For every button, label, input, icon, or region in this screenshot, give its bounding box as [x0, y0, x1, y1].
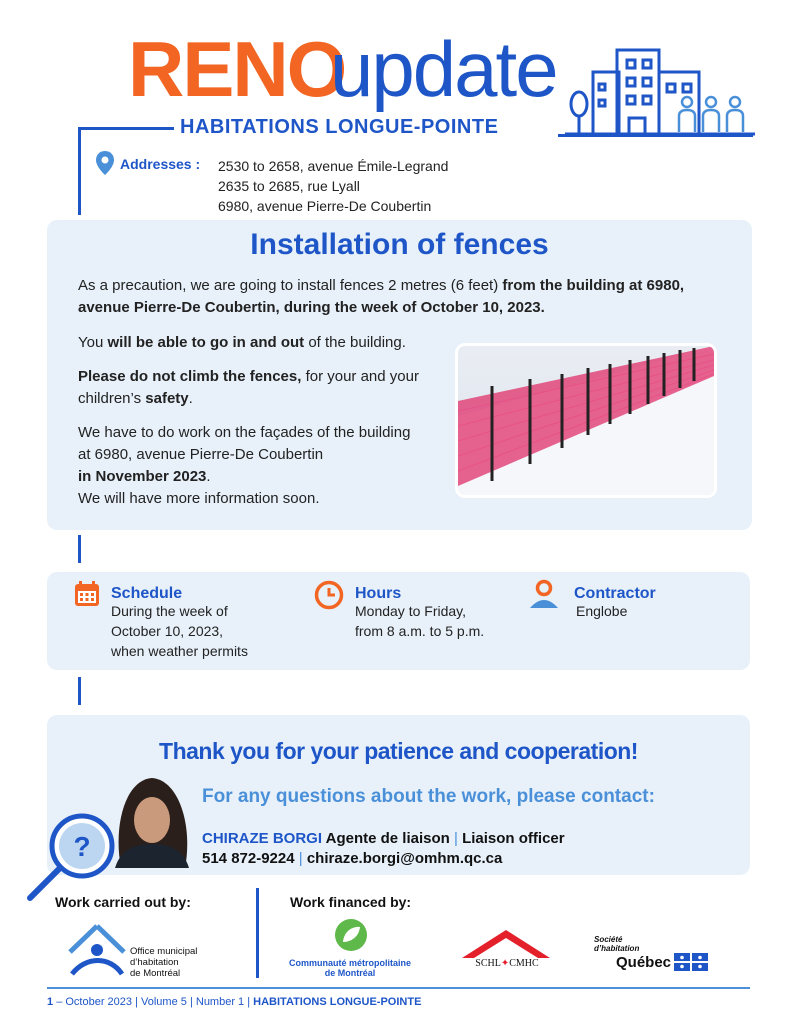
contact-name-line: [202, 830, 565, 847]
text: We have to do work on the façades of the building at 6980, avenue Pierre-De Coubertin: [78, 424, 411, 463]
shq-small-text: Société: [594, 935, 623, 944]
bottom-divider: [256, 888, 259, 978]
fences-paragraph-4: [78, 422, 418, 510]
text-bold: in November 2023: [78, 468, 207, 485]
fences-paragraph-3: [78, 366, 450, 410]
schedule-line: when weather permits: [111, 643, 248, 659]
omhm-logo-text: [130, 946, 197, 979]
buildings-illustration: [565, 44, 755, 140]
addresses-list: [218, 156, 448, 216]
fences-title: Installation of fences: [250, 228, 549, 261]
shq-quebec-text: Québec: [616, 953, 672, 971]
fences-paragraph-1: [78, 275, 718, 319]
financed-by-heading: Work financed by:: [290, 894, 412, 910]
contact-phone[interactable]: 514 872-9224: [202, 850, 295, 867]
schedule-heading: Schedule: [111, 585, 183, 602]
logo-text-line: de Montréal: [324, 968, 376, 978]
text: .: [206, 468, 211, 485]
text-bold: Please do not climb the fences,: [78, 368, 302, 385]
fence-photo: [455, 343, 717, 498]
omhm-logo: [66, 922, 128, 978]
fences-paragraph-2: [78, 332, 448, 354]
location-pin-icon: [95, 150, 115, 176]
contact-email[interactable]: chiraze.borgi@omhm.qc.ca: [306, 850, 503, 867]
hours-heading: Hours: [355, 585, 402, 602]
contact-details-line: [202, 850, 502, 867]
separator: |: [454, 830, 458, 847]
connector-line: [78, 535, 81, 563]
maple-leaf-icon: ✦: [500, 958, 510, 969]
calendar-icon: [73, 580, 101, 608]
footer-volume: Volume 5: [141, 996, 187, 1008]
text-bold: will be able to go in and out: [107, 334, 305, 351]
questions-text: For any questions about the work, please contact:: [202, 786, 655, 807]
schedule-line: October 10, 2023,: [111, 623, 224, 639]
header-rule: [78, 127, 174, 130]
contact-name: CHIRAZE BORGI: [202, 830, 322, 847]
cmhc-text: CMHC: [509, 958, 539, 969]
separator: |: [247, 996, 251, 1008]
logo-text-line: de Montréal: [130, 968, 181, 979]
cmm-logo-text: [284, 958, 416, 978]
footer-name: HABITATIONS LONGUE-POINTE: [253, 996, 422, 1008]
cmm-logo: [334, 918, 368, 952]
text: of the building.: [304, 334, 406, 351]
connector-line: [78, 677, 81, 705]
addresses-label: Addresses :: [120, 156, 201, 172]
header-rule-vertical: [78, 127, 81, 215]
footer-date: October 2023: [65, 996, 133, 1008]
svg-text:?: ?: [73, 831, 91, 862]
contractor-name: Englobe: [576, 603, 628, 619]
text-bold: safety: [145, 390, 189, 407]
footer-dash: –: [56, 996, 63, 1008]
schedule-text: [111, 601, 248, 661]
footer: [47, 996, 421, 1008]
shq-small-text: d’habitation: [594, 944, 640, 953]
address-line: 6980, avenue Pierre-De Coubertin: [218, 198, 432, 214]
text: As a precaution, we are going to install fences 2 metres (6 feet): [78, 277, 503, 294]
footer-number: Number 1: [195, 996, 245, 1008]
work-by-heading: Work carried out by:: [55, 894, 191, 910]
hours-line: from 8 a.m. to 5 p.m.: [355, 623, 485, 639]
separator: |: [135, 996, 138, 1008]
title-reno: RENO: [128, 25, 346, 113]
help-magnifier-icon: [22, 806, 122, 906]
fence-image: [458, 346, 714, 495]
logo-text-line: d’habitation: [130, 957, 179, 968]
text: .: [188, 390, 193, 407]
hours-line: Monday to Friday,: [355, 603, 467, 619]
address-line: 2635 to 2685, rue Lyall: [218, 178, 360, 194]
shq-logo: [594, 936, 708, 971]
separator: |: [298, 850, 303, 867]
text: You: [78, 334, 108, 351]
schl-cmhc-text: [462, 958, 552, 969]
address-line: 2530 to 2658, avenue Émile-Legrand: [218, 158, 449, 174]
text: for your and your children’s: [78, 368, 419, 407]
schl-text: SCHL: [475, 958, 501, 969]
logo-text-line: Communauté métropolitaine: [288, 958, 411, 968]
separator: |: [189, 996, 193, 1008]
hours-text: [355, 601, 484, 641]
text-bold: from the building at 6980, avenue Pierre-De Coubertin, during the week of October 10, 2023.: [78, 277, 685, 316]
footer-rule: [47, 987, 750, 989]
fleur-de-lis-icon: [674, 953, 708, 971]
contact-role-fr: Agente de liaison: [325, 830, 450, 847]
thanks-title: Thank you for your patience and cooperation!: [159, 738, 638, 764]
text: We will have more information soon.: [78, 490, 320, 507]
schedule-line: During the week of: [111, 603, 228, 619]
contractor-heading: Contractor: [574, 585, 656, 602]
clock-icon: [314, 580, 344, 610]
subtitle: HABITATIONS LONGUE-POINTE: [180, 116, 499, 138]
header-rule-right: [558, 134, 753, 137]
contact-role-en: Liaison officer: [462, 830, 565, 847]
footer-page: 1: [47, 996, 54, 1008]
title-update: update: [330, 25, 557, 113]
logo-text-line: Office municipal: [130, 946, 198, 957]
person-icon: [528, 578, 560, 610]
